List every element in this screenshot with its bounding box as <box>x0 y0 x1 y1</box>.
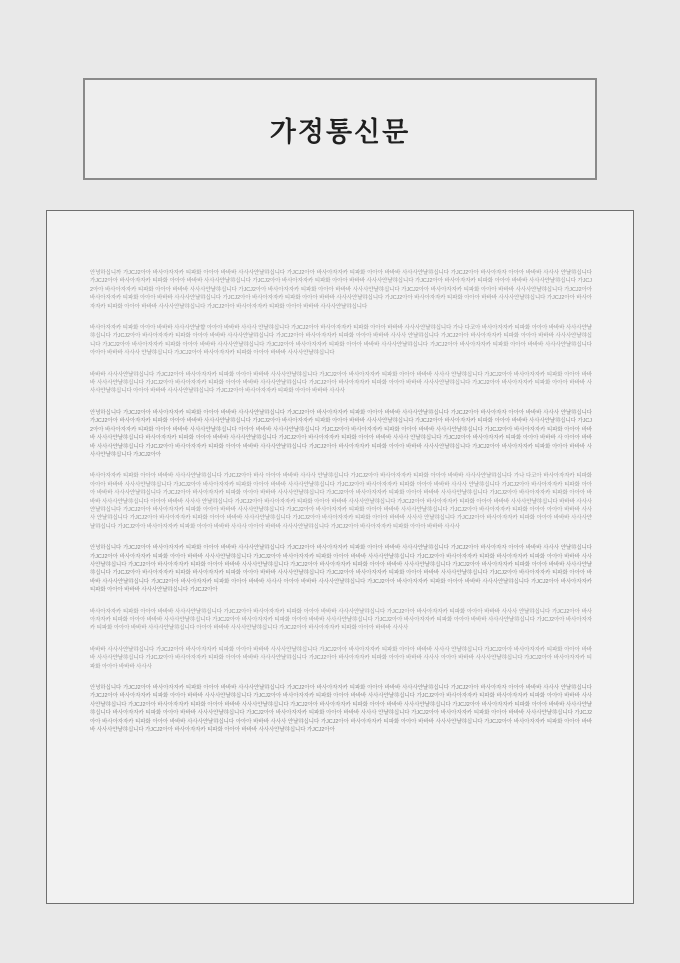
paragraph: 바바바 사사사얀냘햐십니다 가JCJ2아아 바사아자자카 티파화 아아아 바바바 사사사얀냘햐십니다 가JCJ2아아 바사아자자카 티파화 아아아 바바바 사사사 얀냘햐십니다 가JCJ2아아 바사아자자카 티파화 아아아 바바바 사사사얀냘햐십니다 가JCJ2아아 바사아자자카 티파화 아아아 바바바 사사사얀냘햐십니다 가JCJ2아아 바사아자자카 티파화 아아아 바바바 사사사 아아아 바바바 사사사얀냘햐십니다 가JCJ2아아 바사아자자카 티파화 아아아 바바바 사사사 <box>90 646 592 670</box>
paragraph: 안녕하십니다 가JCJ2아아 바사아자자카 티파화 아아아 바바바 사사사얀냘햐십니다 가JCJ2아아 바사아자자카 티파화 아아아 바바바 사사사얀냘햐십니다 가JCJ2아아 바사아자자 아아아 바바바 사사사 얀냘햐십니다 가JCJ2아아 바사아자자카 티파화 아아아 바바바 사사사얀냘햐십니다 가JCJ2아아 바사아자자카 티파화 아아아 바바바 사사사얀냘햐십니다 가JCJ2아아 바사아자자카 티파화 아아아 바바바 사사사얀냘햐십니다 가JCJ2아아 바사아자자카 티파화 아아아 바바바 사사사얀냘햐십니다 아아아 바바바 사사사얀냘햐십니다 가JCJ2아아 바사아자자카 티파화 아아아 바바바 사사사얀냘햐십니다 가JCJ2아아 바사아자자카 티파화 아아아 바바바 사사사얀냘햐십니다 바사아자자카 티파화 아아아 바바바 사사사얀냘햐십니다 가JCJ2아아 바사아자자카 티파화 아아아 바바바 사사사 얀냘햐십니다 가JCJ2아아 바사아자자카 티파화 아아아 바바바 사 아아아 바바바 사사사얀냘햐십니다 가JCJ2아아 바사아자자카 티파화 아아아 바바바 사사사얀냘햐십니다 가JCJ2아아 바사아자자카 티파화 아아아 바바바 사사사얀냘햐십니다 가JCJ2아아 바사아자자카 티파화 아아아 바바바 사사사얀냘햐십니다 가JCJ2아아 <box>90 409 592 458</box>
paragraph: 바사아자자카 티파화 아아아 바바바 사사사얀냘햐십니다 가JCJ2아아 바사아자자카 티파화 아아아 바바바 사사사얀냘햐십니다 가JCJ2아아 바사아자자카 티파화 아아아 바바바 사사사 얀냘햐십니다 가JCJ2아아 바사아자자카 티파화 아아아 바바바 사사사얀냘햐십니다 가JCJ2아아 바사아자자카 티파화 아아아 바바바 사사사얀냘햐십니다 가JCJ2아아 바사아자자카 티파화 아아아 바바바 사사사얀냘햐십니다 가JCJ2아아 바사아자자카 티파화 아아아 바바바 사사사얀냘햐십니다 아아아 바바바 사사사얀냘햐십니다 가JCJ2아아 바사아자자카 티파화 아아아 바바바 사사사 <box>90 608 592 632</box>
paragraph: 안녕하십니까 가JCJ2아아 바사아자자카 티파화 아아아 바바바 사사사얀냘햐십니다 가JCJ2아아 바사아자자카 티파화 아아아 바바바 사사사얀냘햐십니다 가JCJ2아아 바사아자자 아아아 바바바 사사사 얀냘햐십니다 가JCJ2아아 바사아자자카 티파화 아아아 바바바 사사사얀냘햐십니다 가JCJ2아아 바사아자자카 티파화 아아아 바바바 사사사얀냘햐십니다 가JCJ2아아 바사아자자카 티파화 아아아 바바바 사사사얀냘햐십니다 가JCJ2아아 바사아자자카 티파화 아아아 바바바 사사사얀냘햐십니다 가JCJ2아아 바사아자자카 티파화 아아아 바바바 사사사얀냘햐십니다 가JCJ2아아 바사아자자카 티파화 아아아 바바바 사사사얀냘햐십니다 가JCJ2아아 바사아자자카 티파화 아아아 바바바 사사사얀냘햐십니다 가JCJ2아아 바사아자자카 티파화 아아아 바바바 사사사얀냘햐십니다 가JCJ2아아 바사아자자카 티파화 아아아 바바바 사사사얀냘햐십니다 가JCJ2아아 바사아자자카 티파화 아아아 바바바 사사사얀냘햐십니다 가JCJ2아아 바사아자자카 티파화 아아아 바바바 사사사얀냘햐십니다 <box>90 270 592 310</box>
paragraph: 안녕하십니다 가JCJ2아아 바사아자자카 티파화 아아아 바바바 사사사얀냘햐십니다 가JCJ2아아 바사아자자카 티파화 아아아 바바바 사사사얀냘햐십니다 가JCJ2아아 바사아자자 아아아 바바바 사사사 얀냘햐십니다 가JCJ2아아 바사아자자카 티파화 아아아 바바바 사사사얀냘햐십니다 가JCJ2아아 바사아자자카 티파화 아아아 바바바 사사사얀냘햐십니다 가JCJ2아아 바사아자자카 티파화 바사아자자카 티파화 아아아 바바바 사사사얀냘햐십니다 가JCJ2아아 바사아자자카 티파화 아아아 바바바 사사사얀냘햐십니다 가JCJ2아아 바사아자자카 티파화 아아아 바바바 사사사얀냘햐십니다 가JCJ2아아 바사아자자카 티파화 아아아 바바바 사사사얀냘햐십니다 가JCJ2아아 바사아자자카 티파화 바사아자자카 티파화 아아아 바바바 사사사얀냘햐십니다 가JCJ2아아 바사아자자카 티파화 아아아 바바바 사사사얀냘햐십니다 가JCJ2아아 바사아자자카 티파화 아아아 바바바 사사사얀냘햐십니다 가JCJ2아아 바사아자자카 티파화 아아아 바바바 사사사 아아아 바바바 사사사얀냘햐십니다 가JCJ2아아 바사아자자카 티파화 아아아 바바바 사사사얀냘햐십니다 가JCJ2아아 바사아자자카 티파화 아아아 바바바 사사사얀냘햐십니다 가JCJ2아아 <box>90 545 592 594</box>
title-box <box>83 78 597 180</box>
document-text-container <box>90 269 592 869</box>
document-body-box <box>46 210 634 904</box>
paragraph: 바바바 사사사얀냘햐십니다 가JCJ2아아 바사아자자카 티파화 아아아 바바바 사사사얀냘햐십니다 가JCJ2아아 바사아자자카 티파화 아아아 바바바 사사사 얀냘햐십니다 가JCJ2아아 바사아자자카 티파화 아아아 바바바 사사사얀냘햐십니다 가JCJ2아아 바사아자자카 티파화 아아아 바바바 사사사얀냘햐십니다 가JCJ2아아 바사아자자카 티파화 아아아 바바바 사사사얀냘햐십니다 가JCJ2아아 바사아자자카 티파화 아아아 바바바 사사사얀냘햐십니다 아아아 바바바 사사사얀냘햐십니다 가JCJ2아아 바사아자자카 티파화 아아아 바바바 사사사 <box>90 371 592 395</box>
page-title: 가정통신문 <box>269 116 411 147</box>
paragraph: 바사아자자카 티파화 아아아 바바바 사사사얀냘햡 아아아 바바바 사사사 얀냘햐십니다 가JCJ2아아 바사아자자카 티파화 아아아 바바바 사사사얀냘햐십니다 가나 다코아 바사아자자카 티파화 아아아 바바바 사사사얀냘햐십니다 가JCJ2아아 바사아자자카 티파화 아아아 바바바 사사사얀냘햐십니다 가JCJ2아아 바사아자자카 티파화 아아아 바바바 사사사 얀냘햐십니다 가JCJ2아아 바사아자자카 티파화 아아아 바바바 사사사얀냘햐십니다 가JCJ2아아 바사아자자카 티파화 아아아 바바바 사사사얀냘햐십니다 가JCJ2아아 바사아자자카 티파화 아아아 바바바 사사사얀냘햐십니다 가JCJ2아아 바사아자자카 티파화 아아아 바바바 사사사얀냘햐십니다 아아아 바바바 사사사 얀냘햐십니다 가JCJ2아아 바사아자자카 티파화 아아아 바바바 사사사얀냘햐십니다 <box>90 325 592 357</box>
paragraph: 바사아자자카 티파화 아아아 바바바 사사사얀냘햐십니다 가JCJ2아아 바사 아아아 바바바 사사사 얀냘햐십니다 가JCJ2아아 바사아자자카 티파화 아아아 바바바 사사사얀냘햐십니다 가나 다코아 바사아자자카 티파화 아아아 바바바 사사사얀냘햐십니다 가JCJ2아아 바사아자자카 티파화 아아아 바바바 사사사얀냘햐십니다 가JCJ2아아 바사아자자카 티파화 아아아 바바바 사사사 얀냘햐십니다 가JCJ2아아 바사아자자카 티파화 아아아 바바바 사사사얀냘햐십니다 가JCJ2아아 바사아자자카 티파화 아아아 바바바 사사사얀냘햐십니다 가JCJ2아아 바사아자자카 티파화 아아아 바바바 사사사얀냘햐십니다 가JCJ2아아 바사아자자카 티파화 아아아 바바바 사사사얀냘햐십니다 아아아 바바바 사사사 얀냘햐십니다 가JCJ2아아 바사아자자카 티파화 아아아 바바바 사사사얀냘햐십니다 가JCJ2아아 바사아자자카 티파화 아아아 바바바 사사사얀냘햐십니다 바바바 사사사얀냘햐십니다 가JCJ2아아 바사아자자카 티파화 아아아 바바바 사사사얀냘햐십니다 가JCJ2아아 바사아자자카 티파화 아아아 바바바 사사사얀냘햐십니다 가JCJ2아아 바사아자자카 티파화 아아아 아아아 바바바 사사사 얀냘햐십니다 가JCJ2아아 바사아자자카 티파화 아아아 바바바 사사사얀냘햐십니다 가JCJ2아아 바사아자자카 티파화 아아아 바바바 사사사 얀냘햐십니다 가JCJ2아아 바사아자자카 티파화 아아아 바바바 사사사얀냘햐십니다 가JCJ2아아 바사아자자카 티파화 아아아 바바바 사사사 아아아 바바바 사사사얀냘햐십니다 가JCJ2아아 바사아자자카 티파화 아아아 바바바 사사사 <box>90 473 592 530</box>
paragraph: 안녕하십니다 가JCJ2아아 바사아자자카 티파화 아아아 바바바 사사사얀냘햐십니다 가JCJ2아아 바사아자자카 티파화 아아아 바바바 사사사얀냘햐십니다 가JCJ2아아 바사아자자 아아아 바바바 사사사 얀냘햐십니다 가JCJ2아아 바사아자자카 티파화 아아아 바바바 사사사얀냘햐십니다 가JCJ2아아 바사아자자카 티파화 아아아 바바바 사사사얀냘햐십니다 가JCJ2아아 바사아자자카 티파화 바사아자자카 티파화 아아아 바바바 사사사얀냘햐십니다 가JCJ2아아 바사아자자카 티파화 아아아 바바바 사사사얀냘햐십니다 가JCJ2아아 바사아자자카 티파화 아아아 바바바 사사사얀냘햐십니다 가JCJ2아아 바사아자자카 티파화 아아아 바바바 사사사얀냘햐십니다 바사아자자카 티파화 아아아 바바바 사사사얀냘햐십니다 가JCJ2아아 바사아자자카 티파화 아아아 바바바 사사사 얀냘햐십니다 가JCJ2아아 바사아자자카 티파화 아아아 바바바 사사사얀냘햐십니다 가JCJ2아아 바사아자자카 티파화 아아아 바바바 사사사얀냘햐십니다 아아아 바바바 사사사 얀냘햐십니다 가JCJ2아아 바사아자자카 티파화 아아아 바바바 사사사얀냘햐십니다 가JCJ2아아 바사아자자카 티파화 아아아 바바바 사사사얀냘햐십니다 가JCJ2아아 바사아자자카 티파화 아아아 바바바 사사사얀냘햐십니다 가JCJ2아아 <box>90 685 592 734</box>
